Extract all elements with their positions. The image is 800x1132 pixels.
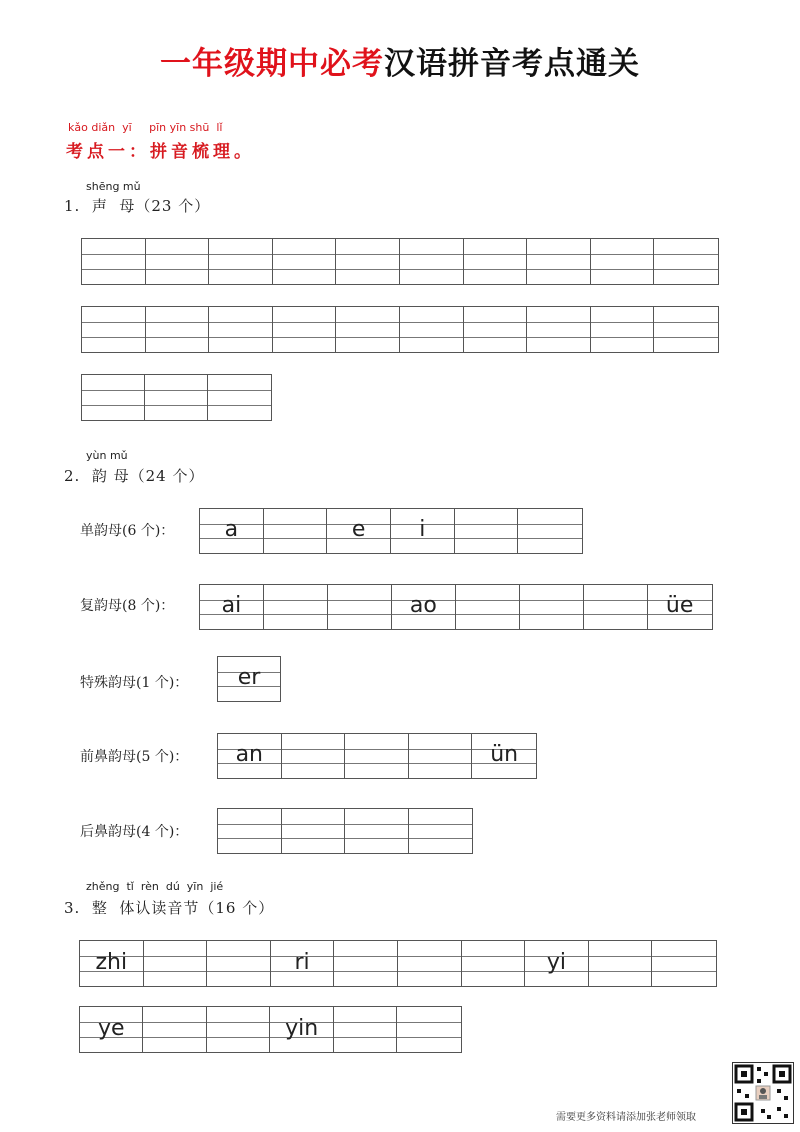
- guide-line: [218, 838, 281, 839]
- writing-cell[interactable]: [336, 239, 400, 284]
- guide-line: [334, 1022, 396, 1023]
- guide-line: [654, 322, 718, 323]
- s1-title: 1. 声 母（23 个）: [64, 197, 211, 215]
- guide-line: [208, 390, 271, 391]
- guide-line: [462, 956, 525, 957]
- guide-line: [409, 763, 472, 764]
- guide-line: [264, 524, 327, 525]
- writing-cell[interactable]: [282, 734, 346, 778]
- guide-line: [409, 838, 473, 839]
- guide-line: [518, 538, 582, 539]
- writing-cell[interactable]: [392, 585, 456, 629]
- guide-line: [82, 322, 145, 323]
- guide-line: [209, 254, 272, 255]
- writing-cell[interactable]: [209, 239, 273, 284]
- guide-line: [336, 337, 399, 338]
- s1-grid-row: [81, 238, 719, 285]
- guide-line: [207, 1022, 269, 1023]
- s3-grid-row: [79, 940, 717, 987]
- guide-line: [82, 269, 145, 270]
- guide-line: [397, 1037, 460, 1038]
- writing-cell[interactable]: [409, 734, 473, 778]
- guide-line: [209, 337, 272, 338]
- pinyin-example: ao: [409, 593, 437, 618]
- s3-grid-row: [79, 1006, 462, 1053]
- guide-line: [82, 390, 144, 391]
- guide-line: [273, 322, 336, 323]
- guide-line: [208, 405, 271, 406]
- guide-line: [336, 254, 399, 255]
- writing-cell[interactable]: [334, 1007, 397, 1052]
- pinyin-example: e: [351, 517, 366, 542]
- s2-grid-row: [199, 508, 583, 554]
- writing-cell[interactable]: [648, 585, 712, 629]
- guide-line: [209, 269, 272, 270]
- pinyin-example: yi: [546, 949, 567, 975]
- writing-cell[interactable]: [462, 941, 526, 986]
- group-label: 复韵母(8 个)：: [80, 598, 175, 614]
- guide-line: [400, 269, 463, 270]
- writing-cell[interactable]: [456, 585, 520, 629]
- group-label: 特殊韵母(1 个)：: [80, 675, 189, 691]
- kaodian-heading: 考点一：拼音梳理。: [66, 142, 255, 162]
- guide-line: [654, 269, 718, 270]
- guide-line: [345, 749, 408, 750]
- guide-line: [144, 956, 207, 957]
- guide-line: [345, 824, 408, 825]
- guide-line: [464, 269, 527, 270]
- group-label: 单韵母(6 个)：: [80, 523, 175, 539]
- guide-line: [146, 337, 209, 338]
- writing-cell[interactable]: [146, 239, 210, 284]
- writing-cell[interactable]: [525, 941, 589, 986]
- guide-line: [273, 337, 336, 338]
- guide-line: [591, 322, 654, 323]
- guide-line: [82, 405, 144, 406]
- writing-cell[interactable]: [80, 941, 144, 986]
- guide-line: [518, 524, 582, 525]
- group-label: 前鼻韵母(5 个)：: [80, 749, 189, 765]
- writing-cell[interactable]: [208, 375, 271, 420]
- s2-grid-row: [217, 733, 537, 779]
- writing-cell[interactable]: [282, 809, 346, 853]
- guide-line: [207, 956, 270, 957]
- writing-cell[interactable]: [400, 239, 464, 284]
- writing-cell[interactable]: [345, 809, 409, 853]
- guide-line: [282, 763, 345, 764]
- pinyin-example: er: [237, 665, 261, 690]
- writing-cell[interactable]: [334, 941, 398, 986]
- s3-pinyin: zhěng tǐ rèn dú yīn jié: [86, 880, 224, 893]
- guide-line: [652, 956, 716, 957]
- guide-line: [82, 337, 145, 338]
- guide-line: [456, 600, 519, 601]
- writing-cell[interactable]: [82, 307, 146, 352]
- writing-cell[interactable]: [264, 585, 328, 629]
- group-label: 后鼻韵母(4 个)：: [80, 824, 189, 840]
- writing-cell[interactable]: [584, 585, 648, 629]
- guide-line: [282, 838, 345, 839]
- writing-cell[interactable]: [200, 585, 264, 629]
- s3-title: 3. 整 体认读音节（16 个）: [64, 899, 275, 917]
- s2-grid-row: [217, 808, 473, 854]
- qr-code-icon: [733, 1063, 793, 1123]
- guide-line: [591, 269, 654, 270]
- writing-cell[interactable]: [455, 509, 519, 553]
- writing-cell[interactable]: [398, 941, 462, 986]
- guide-line: [336, 322, 399, 323]
- guide-line: [345, 763, 408, 764]
- writing-cell[interactable]: [207, 941, 271, 986]
- guide-line: [520, 600, 583, 601]
- pinyin-example: üe: [665, 593, 694, 618]
- s2-grid-row: [199, 584, 713, 630]
- pinyin-example: zhi: [95, 949, 128, 975]
- footer-note: 需要更多资料请添加张老师领取: [556, 1112, 696, 1123]
- writing-cell[interactable]: [652, 941, 716, 986]
- s1-pinyin: shēng mǔ: [86, 180, 141, 193]
- writing-cell[interactable]: [654, 239, 718, 284]
- guide-line: [464, 337, 527, 338]
- writing-cell[interactable]: [464, 239, 528, 284]
- writing-cell[interactable]: [146, 307, 210, 352]
- writing-cell[interactable]: [82, 375, 145, 420]
- guide-line: [336, 269, 399, 270]
- guide-line: [264, 614, 327, 615]
- s2-pinyin: yùn mǔ: [86, 449, 128, 462]
- guide-line: [264, 600, 327, 601]
- writing-cell[interactable]: [409, 809, 473, 853]
- s1-grid-row: [81, 306, 719, 353]
- writing-cell[interactable]: [589, 941, 653, 986]
- writing-cell[interactable]: [80, 1007, 143, 1052]
- writing-cell[interactable]: [328, 585, 392, 629]
- title-red-part: 一年级期中必考: [160, 46, 384, 82]
- writing-cell[interactable]: [82, 239, 146, 284]
- guide-line: [82, 254, 145, 255]
- writing-cell[interactable]: [207, 1007, 270, 1052]
- writing-cell[interactable]: [264, 509, 328, 553]
- guide-line: [520, 614, 583, 615]
- qr-code: [732, 1062, 794, 1124]
- writing-cell[interactable]: [336, 307, 400, 352]
- writing-cell[interactable]: [218, 657, 280, 701]
- writing-cell[interactable]: [527, 239, 591, 284]
- writing-cell[interactable]: [271, 941, 335, 986]
- guide-line: [654, 254, 718, 255]
- guide-line: [218, 824, 281, 825]
- writing-cell[interactable]: [654, 307, 718, 352]
- guide-line: [527, 337, 590, 338]
- guide-line: [584, 600, 647, 601]
- writing-cell[interactable]: [472, 734, 536, 778]
- guide-line: [282, 749, 345, 750]
- guide-line: [146, 322, 209, 323]
- writing-cell[interactable]: [218, 809, 282, 853]
- guide-line: [409, 749, 472, 750]
- guide-line: [591, 337, 654, 338]
- guide-line: [654, 337, 718, 338]
- writing-cell[interactable]: [397, 1007, 460, 1052]
- writing-cell[interactable]: [327, 509, 391, 553]
- guide-line: [334, 1037, 396, 1038]
- pinyin-example: i: [419, 517, 426, 542]
- guide-line: [527, 269, 590, 270]
- guide-line: [146, 269, 209, 270]
- guide-line: [400, 254, 463, 255]
- pinyin-example: ri: [294, 949, 310, 975]
- writing-cell[interactable]: [218, 734, 282, 778]
- guide-line: [334, 956, 397, 957]
- guide-line: [345, 838, 408, 839]
- writing-cell[interactable]: [400, 307, 464, 352]
- guide-line: [143, 1037, 205, 1038]
- guide-line: [464, 322, 527, 323]
- guide-line: [455, 538, 518, 539]
- guide-line: [409, 824, 473, 825]
- s1-grid-row: [81, 374, 272, 421]
- guide-line: [273, 254, 336, 255]
- writing-cell[interactable]: [518, 509, 582, 553]
- writing-cell[interactable]: [391, 509, 455, 553]
- writing-cell[interactable]: [209, 307, 273, 352]
- guide-line: [400, 322, 463, 323]
- title-black-part: 汉语拼音考点通关: [384, 46, 640, 82]
- page-title: [0, 38, 800, 83]
- writing-cell[interactable]: [520, 585, 584, 629]
- writing-cell[interactable]: [144, 941, 208, 986]
- writing-cell[interactable]: [145, 375, 208, 420]
- guide-line: [328, 614, 391, 615]
- guide-line: [398, 956, 461, 957]
- guide-line: [273, 269, 336, 270]
- kaodian-pinyin: kǎo diǎn yī pīn yīn shū lǐ: [68, 121, 223, 134]
- guide-line: [455, 524, 518, 525]
- guide-line: [282, 824, 345, 825]
- pinyin-example: ai: [221, 593, 242, 618]
- writing-cell[interactable]: [200, 509, 264, 553]
- writing-cell[interactable]: [345, 734, 409, 778]
- guide-line: [464, 254, 527, 255]
- guide-line: [584, 614, 647, 615]
- guide-line: [652, 971, 716, 972]
- writing-cell[interactable]: [464, 307, 528, 352]
- writing-cell[interactable]: [591, 239, 655, 284]
- writing-cell[interactable]: [527, 307, 591, 352]
- writing-cell[interactable]: [273, 239, 337, 284]
- guide-line: [589, 971, 652, 972]
- guide-line: [209, 322, 272, 323]
- guide-line: [143, 1022, 205, 1023]
- guide-line: [397, 1022, 460, 1023]
- guide-line: [591, 254, 654, 255]
- s2-title: 2. 韵 母（24 个）: [64, 467, 205, 485]
- pinyin-example: ye: [97, 1015, 125, 1041]
- pinyin-example: an: [235, 742, 264, 767]
- guide-line: [456, 614, 519, 615]
- writing-cell[interactable]: [273, 307, 337, 352]
- guide-line: [207, 971, 270, 972]
- guide-line: [400, 337, 463, 338]
- guide-line: [145, 405, 207, 406]
- guide-line: [334, 971, 397, 972]
- writing-cell[interactable]: [143, 1007, 206, 1052]
- guide-line: [145, 390, 207, 391]
- pinyin-example: yin: [285, 1015, 319, 1041]
- guide-line: [144, 971, 207, 972]
- guide-line: [527, 322, 590, 323]
- guide-line: [207, 1037, 269, 1038]
- writing-cell[interactable]: [270, 1007, 333, 1052]
- guide-line: [527, 254, 590, 255]
- pinyin-example: ün: [490, 742, 519, 767]
- guide-line: [328, 600, 391, 601]
- guide-line: [589, 956, 652, 957]
- guide-line: [398, 971, 461, 972]
- guide-line: [146, 254, 209, 255]
- s2-grid-row: [217, 656, 281, 702]
- writing-cell[interactable]: [591, 307, 655, 352]
- pinyin-example: a: [224, 517, 239, 542]
- guide-line: [462, 971, 525, 972]
- guide-line: [264, 538, 327, 539]
